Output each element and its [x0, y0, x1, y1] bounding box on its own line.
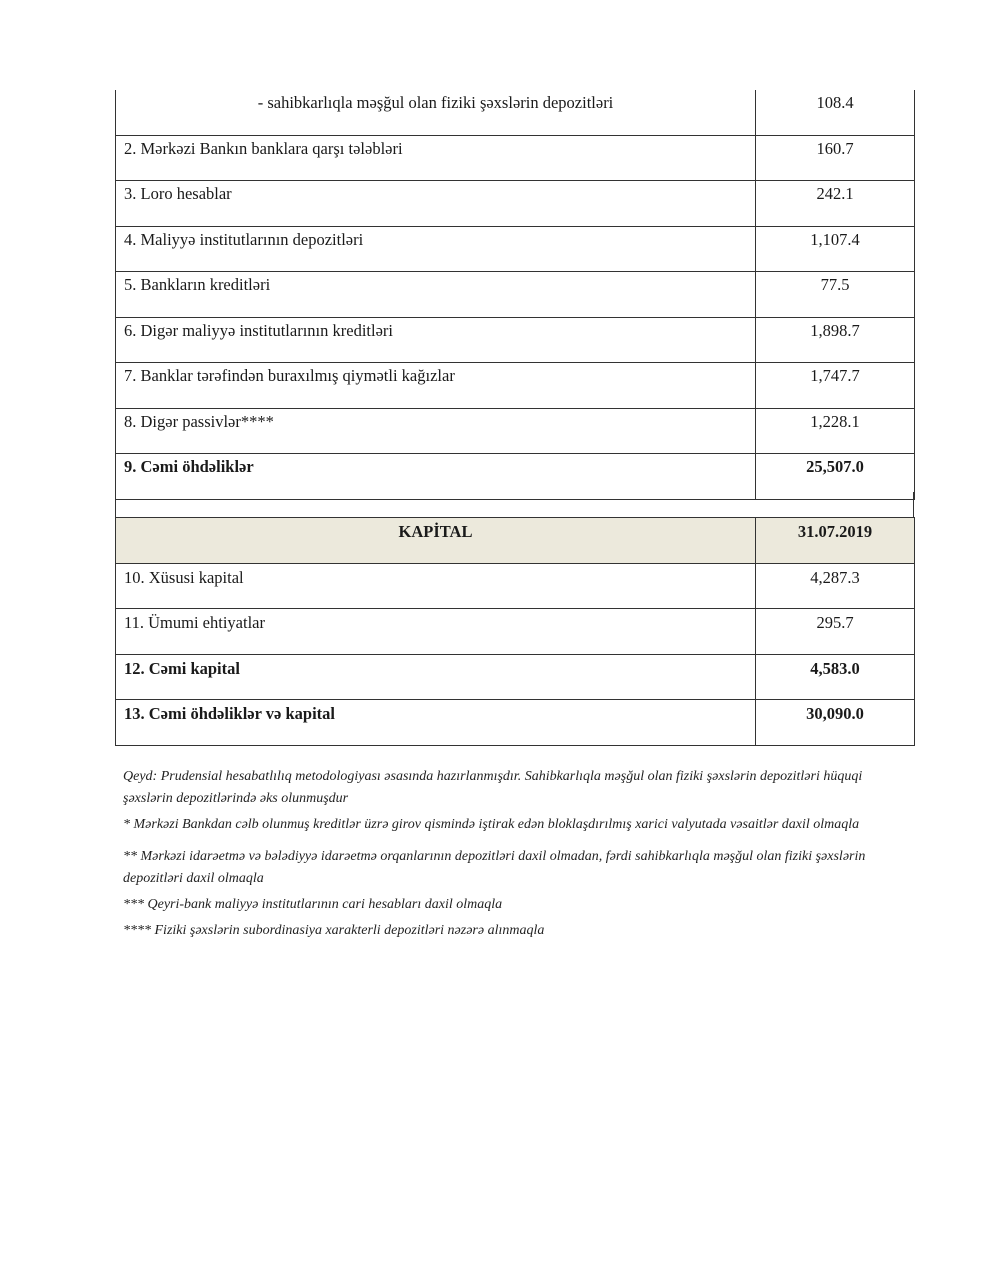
row-label: 13. Cəmi öhdəliklər və kapital	[124, 704, 335, 723]
row-value: 295.7	[816, 613, 854, 632]
row-value: 160.7	[816, 138, 854, 158]
row-value: 1,228.1	[810, 411, 860, 431]
grand-total-row	[116, 700, 915, 746]
capital-date: 31.07.2019	[797, 522, 873, 541]
row-value: 77.5	[820, 275, 850, 294]
row-label: 10. Xüsusi kapital	[124, 567, 244, 587]
row-label: 3. Loro hesablar	[124, 184, 232, 203]
row-value: 108.4	[816, 93, 854, 112]
footnote-2: ** Mərkəzi idarəetmə və bələdiyyə idarəetmə orqanlarının depozitləri daxil olmadan, fərdi sahibkarlıqla məşğul olan fiziki şəxslərin depozitləri daxil olmaqla	[123, 849, 866, 886]
note-methodology: Qeyd: Prudensial hesabatlılıq metodologiyası əsasında hazırlanmışdır. Sahibkarlıqla məşğul olan fiziki şəxslərin depozitləri hüquqi şəxslərin depozitlərində əks olunmuşdur	[123, 769, 863, 806]
footnotes	[123, 766, 893, 946]
capital-header-row	[116, 518, 915, 564]
row-value: 30,090.0	[806, 704, 864, 723]
row-label: 8. Digər passivlər****	[124, 411, 274, 431]
row-value: 4,287.3	[810, 567, 860, 587]
table-row	[116, 90, 915, 135]
capital-table	[115, 517, 915, 746]
table-row	[116, 363, 915, 409]
row-label: 11. Ümumi ehtiyatlar	[124, 613, 265, 632]
row-value: 1,747.7	[810, 366, 860, 385]
capital-heading: KAPİTAL	[398, 522, 473, 541]
table-row	[116, 272, 915, 318]
table-row	[116, 563, 915, 609]
row-value: 4,583.0	[810, 658, 860, 678]
row-value: 242.1	[816, 184, 854, 203]
table-row	[116, 181, 915, 227]
row-label: 7. Banklar tərəfindən buraxılmış qiymətli kağızlar	[124, 366, 455, 385]
table-row	[116, 408, 915, 454]
row-label: 4. Maliyyə institutlarının depozitləri	[124, 229, 364, 249]
table-row	[116, 317, 915, 363]
row-value: 1,898.7	[810, 320, 860, 340]
row-value: 1,107.4	[810, 229, 860, 249]
row-label: 2. Mərkəzi Bankın banklara qarşı tələbləri	[124, 138, 403, 158]
liabilities-table	[115, 90, 915, 500]
footnote-3: *** Qeyri-bank maliyyə institutlarının cari hesabları daxil olmaqla	[123, 897, 503, 912]
table-row	[116, 226, 915, 272]
table-spacer	[115, 492, 914, 518]
total-capital-row	[116, 654, 915, 700]
row-value: 25,507.0	[806, 457, 864, 476]
row-label: 12. Cəmi kapital	[124, 658, 240, 678]
table-row	[116, 135, 915, 181]
table-row	[116, 609, 915, 655]
row-label: 6. Digər maliyyə institutlarının kreditləri	[124, 320, 393, 340]
row-label: 5. Bankların kreditləri	[124, 275, 271, 294]
footnote-1: * Mərkəzi Bankdan cəlb olunmuş kreditlər üzrə girov qismində iştirak edən bloklaşdırılmış xarici valyutada vəsaitlər daxil olmaqla	[123, 817, 860, 832]
row-label: 9. Cəmi öhdəliklər	[124, 457, 254, 476]
footnote-4: **** Fiziki şəxslərin subordinasiya xarakterli depozitləri nəzərə alınmaqla	[123, 923, 545, 938]
row-label: - sahibkarlıqla məşğul olan fiziki şəxslərin depozitləri	[257, 93, 614, 112]
